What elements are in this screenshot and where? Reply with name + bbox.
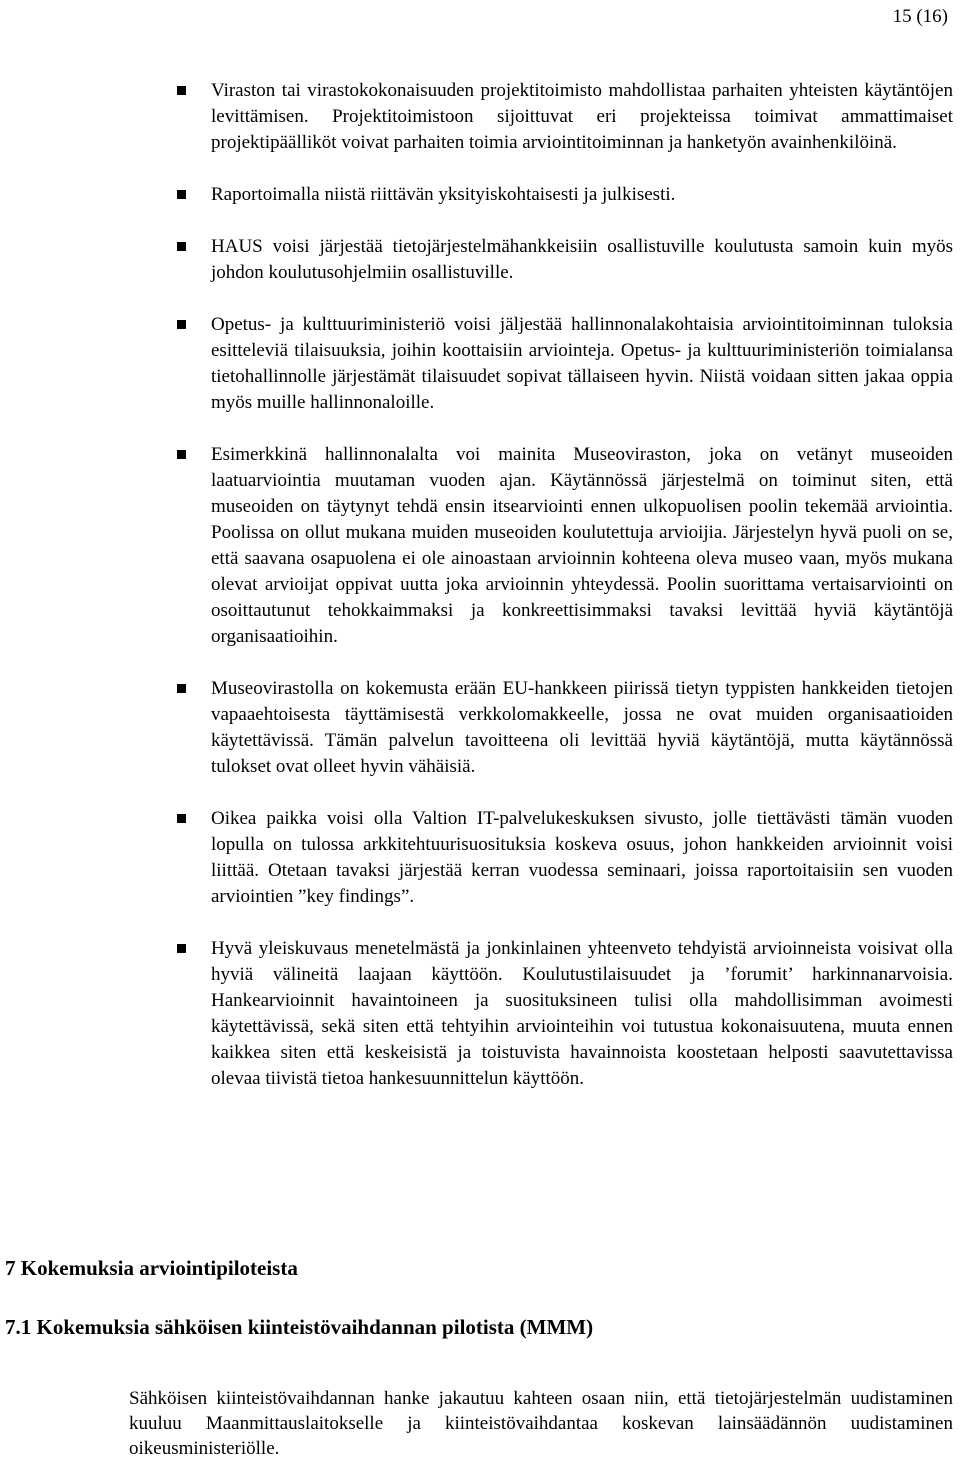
body-paragraph: Sähköisen kiinteistövaihdannan hanke jakautuu kahteen osaan niin, että tietojärjestelmän uudistaminen kuuluu Maanmittauslaitokselle ja kiinteistövaihdantaa koskevan lainsäädännön uudistaminen oikeusministeriölle. xyxy=(129,1388,953,1459)
bullet-item xyxy=(0,806,960,910)
page-number: 15 (16) xyxy=(892,6,948,27)
bullet-item xyxy=(0,182,960,208)
square-bullet-icon xyxy=(177,242,186,251)
square-bullet-icon xyxy=(177,320,186,329)
square-bullet-icon xyxy=(177,944,186,953)
bullet-text: HAUS voisi järjestää tietojärjestelmähankkeisiin osallistuville koulutusta samoin kuin myös johdon koulutusohjelmiin osallistuville. xyxy=(211,236,953,283)
bullet-item xyxy=(0,78,960,156)
bullet-text: Museovirastolla on kokemusta erään EU-hankkeen piirissä tietyn typpisten hankkeiden tietojen vapaaehtoisesta täyttämisestä verkkolomakkeelle, jossa ne ovat muiden organisaatioiden käytettävissä. Tämän palvelun tavoitteena oli levittää hyviä käytäntöjä, mutta käytännössä tulokset ovat olleet hyvin vähäisiä. xyxy=(211,678,953,777)
bullet-text: Viraston tai virastokokonaisuuden projektitoimisto mahdollistaa parhaiten yhteisten käytäntöjen levittämisen. Projektitoimistoon sijoittuvat eri projekteissa toimivat ammattimaiset projektipäälliköt voivat parhaiten toimia arviointitoiminnan ja hanketyön avainhenkilöinä. xyxy=(211,80,953,153)
square-bullet-icon xyxy=(177,190,186,199)
subsection-heading: 7.1 Kokemuksia sähköisen kiinteistövaihdannan pilotista (MMM) xyxy=(5,1315,594,1339)
bullet-item xyxy=(0,676,960,780)
bullet-item xyxy=(0,936,960,1092)
bullet-item xyxy=(0,234,960,286)
bullet-text: Opetus- ja kulttuuriministeriö voisi jäljestää hallinnonalakohtaisia arviointitoiminnan tuloksia esitteleviä tilaisuuksia, joihin koottaisiin arviointeja. Opetus- ja kulttuuriministeriön toimialansa tietohallinnolle järjestämät tilaisuudet sopivat tällaiseen hyvin. Niistä voidaan sitten jakaa oppia myös muille hallinnonaloille. xyxy=(211,314,953,413)
square-bullet-icon xyxy=(177,814,186,823)
square-bullet-icon xyxy=(177,684,186,693)
square-bullet-icon xyxy=(177,450,186,459)
bullet-item xyxy=(0,312,960,416)
bullet-item xyxy=(0,442,960,650)
section-heading: 7 Kokemuksia arviointipiloteista xyxy=(5,1256,298,1280)
bullet-text: Esimerkkinä hallinnonalalta voi mainita Museoviraston, joka on vetänyt museoiden laatuarviointia muutaman vuoden ajan. Käytännössä järjestelmä on toiminut siten, että museoiden on täytynyt tehdä ensin itsearviointi ennen ulkopuolisen poolin tekemää arviointia. Poolissa on ollut mukana muiden museoiden koulutettuja arvioijia. Järjestelyn hyvä puoli on se, että saavana osapuolena ei ole ainoastaan arvioinnin kohteena oleva museo vaan, myös mukana olevat arvioijat oppivat uutta joka arvioinnin yhteydessä. Poolin suorittama vertaisarviointi on osoittautunut tehokkaimmaksi ja konkreettisimmaksi tavaksi levittää hyviä käytäntöjä organisaatioihin. xyxy=(211,444,953,647)
bullet-text: Oikea paikka voisi olla Valtion IT-palvelukeskuksen sivusto, jolle tiettävästi tämän vuoden lopulla on tulossa arkkitehtuurisuosituksia koskeva osuus, johon hankkeiden arvioinnit voisi liittää. Otetaan tavaksi järjestää kerran vuodessa seminaari, joissa raportoitaisiin sen vuoden arviointien ”key findings”. xyxy=(211,808,953,907)
bullet-text: Raportoimalla niistä riittävän yksityiskohtaisesti ja julkisesti. xyxy=(211,184,676,205)
bullet-text: Hyvä yleiskuvaus menetelmästä ja jonkinlainen yhteenveto tehdyistä arvioinneista voisivat olla hyviä välineitä laajaan käyttöön. Koulutustilaisuudet ja ’forumit’ harkinnanarvoisia. Hankearvioinnit havaintoineen ja suosituksineen tulisi olla mahdollisimman avoimesti käytettävissä, sekä siten että tehtyihin arviointeihin voi tutustua kokonaisuutena, muuta ennen kaikkea siten että keskeisistä ja toistuvista havainnoista koostetaan helposti saavutettavissa olevaa tiivistä tietoa hankesuunnittelun käyttöön. xyxy=(211,938,953,1089)
bullet-list xyxy=(0,78,960,1118)
square-bullet-icon xyxy=(177,86,186,95)
